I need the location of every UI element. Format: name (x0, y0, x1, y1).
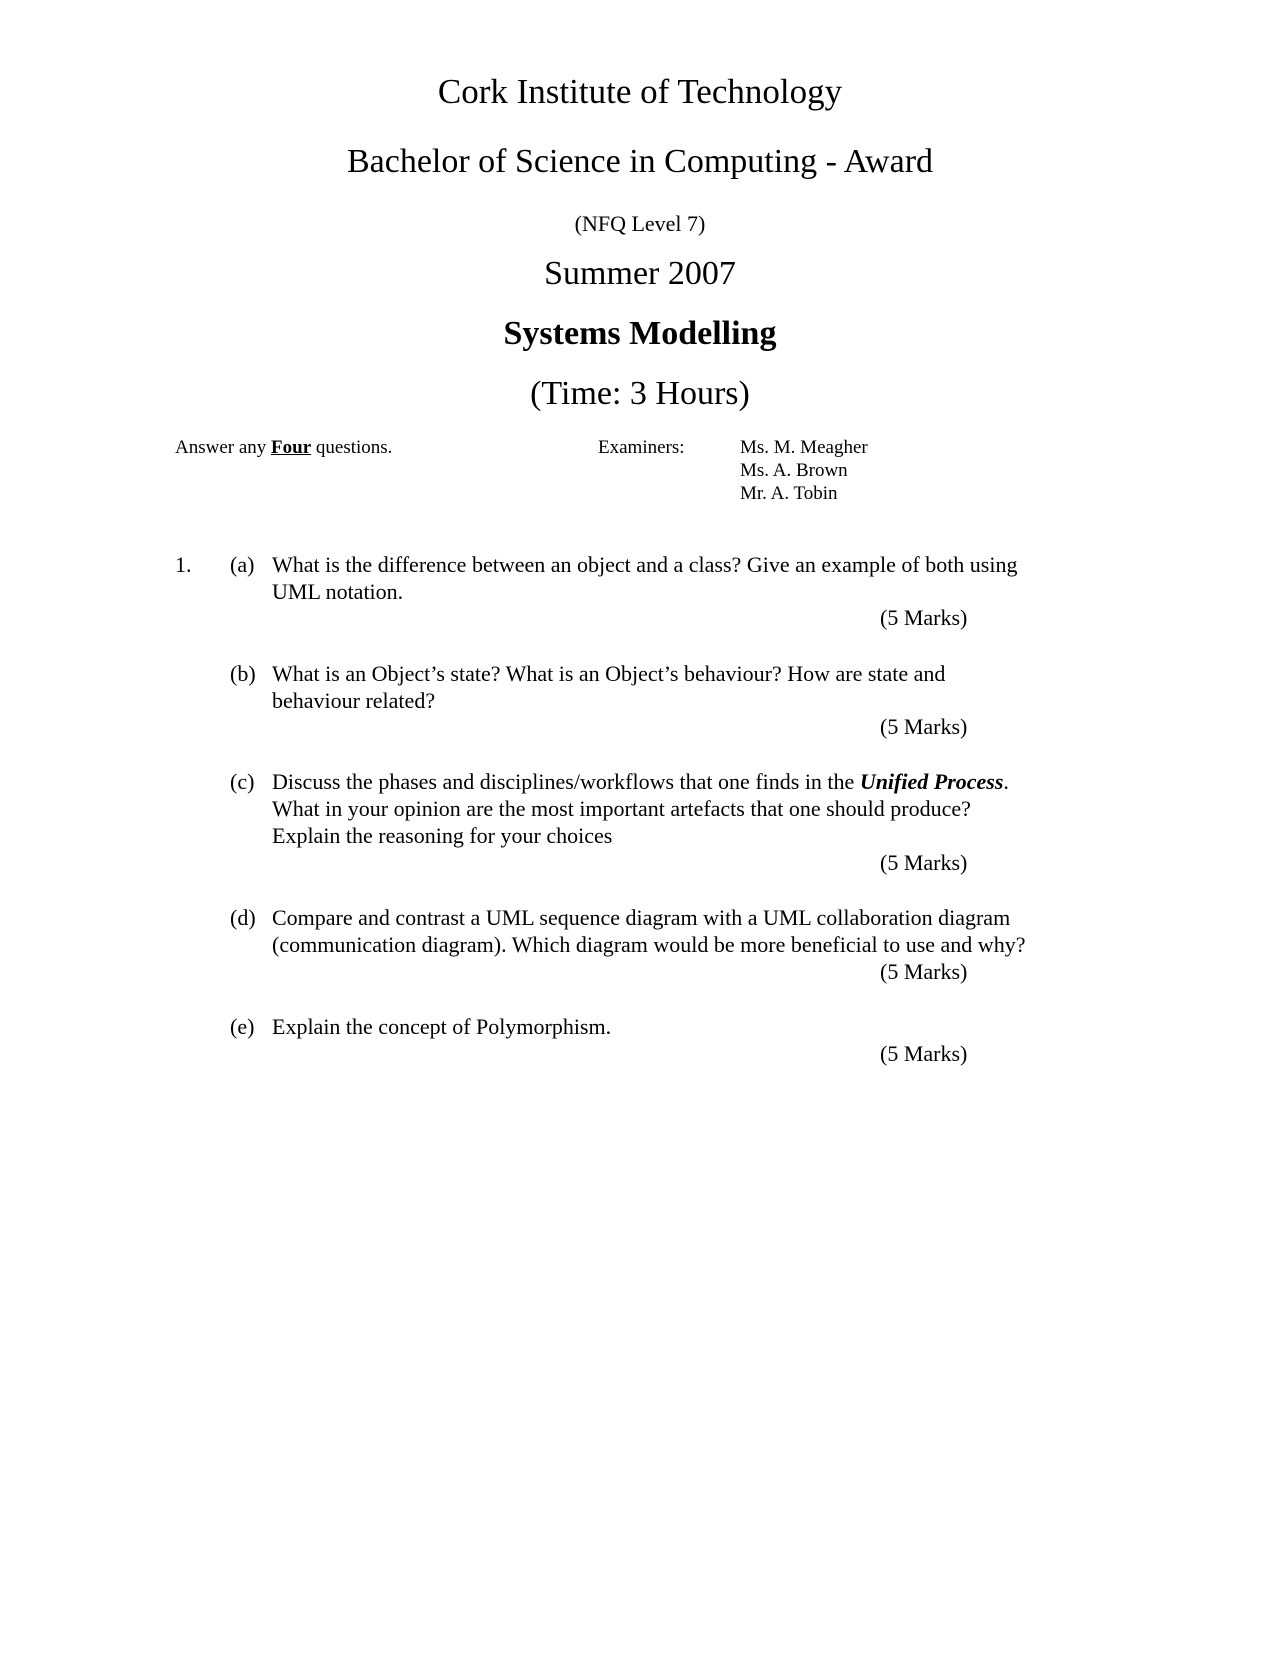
part-letter: (c) (230, 769, 255, 794)
part-letter: (a) (230, 552, 255, 577)
part-letter: (e) (230, 1014, 255, 1039)
part-line-suffix: . (1003, 769, 1009, 794)
marks-label: (5 Marks) (880, 959, 968, 984)
instructions-emphasis: Four (271, 437, 312, 458)
part-line: What is the difference between an object and a class? Give an example of both using (272, 552, 1018, 577)
part-letter: (b) (230, 661, 256, 686)
unified-process-term: Unified Process (859, 769, 1004, 794)
module-title: Systems Modelling (503, 315, 777, 352)
part-text (272, 768, 1132, 849)
part-line: UML notation. (272, 579, 404, 604)
part-line-prefix: Discuss the phases and disciplines/workflows that one finds in the (272, 769, 860, 794)
part-line: Explain the concept of Polymorphism. (272, 1014, 612, 1039)
marks-label: (5 Marks) (880, 850, 968, 875)
instructions-prefix: Answer any (175, 437, 272, 458)
marks-label: (5 Marks) (880, 1041, 968, 1066)
question-number: 1. (175, 552, 192, 577)
part-line: behaviour related? (272, 688, 436, 713)
answer-instructions (175, 436, 392, 459)
marks-label: (5 Marks) (880, 605, 968, 630)
part-letter: (d) (230, 905, 256, 930)
part-line (272, 768, 1132, 795)
examiner-name: Ms. M. Meagher (740, 437, 868, 458)
examiners-label: Examiners: (598, 437, 685, 458)
examiners-list (740, 436, 868, 505)
exam-duration: (Time: 3 Hours) (530, 375, 750, 412)
part-text (272, 904, 1132, 958)
marks-label: (5 Marks) (880, 714, 968, 739)
part-text (272, 551, 1132, 605)
part-line: What in your opinion are the most important artefacts that one should produce? (272, 796, 971, 821)
part-line: Explain the reasoning for your choices (272, 823, 613, 848)
programme-title: Bachelor of Science in Computing - Award (346, 143, 934, 180)
part-line: (communication diagram). Which diagram would be more beneficial to use and why? (272, 932, 1026, 957)
part-line: What is an Object’s state? What is an Object’s behaviour? How are state and (272, 661, 946, 686)
part-line: Compare and contrast a UML sequence diagram with a UML collaboration diagram (272, 905, 1011, 930)
examiner-name: Mr. A. Tobin (740, 483, 838, 504)
institution-title: Cork Institute of Technology (437, 72, 843, 111)
part-text (272, 660, 1132, 714)
nfq-level: (NFQ Level 7) (574, 211, 706, 236)
instructions-suffix: questions. (311, 437, 393, 458)
examiner-name: Ms. A. Brown (740, 460, 848, 481)
part-text (272, 1013, 1132, 1040)
exam-session: Summer 2007 (544, 255, 736, 292)
